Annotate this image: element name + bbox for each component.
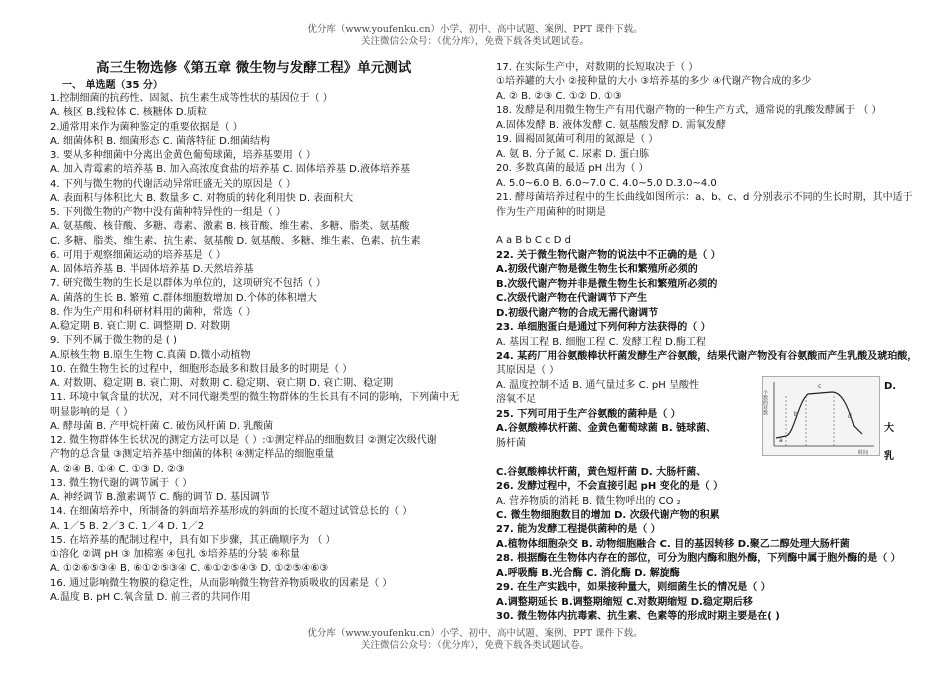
right-line: A a B b C c D d: [496, 235, 571, 247]
header-line-1: 优分库（www.youfenku.cn）小学、初中、高中试题、案例、PPT 课件下载。: [307, 24, 643, 35]
phase-label-a: a: [779, 437, 783, 444]
left-line: 4. 下列与微生物的代谢活动异常旺盛无关的原因是（ ）: [50, 178, 296, 190]
left-line: ①溶化 ②调 pH ③ 加棉塞 ④包扎 ⑤培养基的分装 ⑥称量: [50, 549, 300, 560]
right-line: A.植物体细胞杂交 B. 动物细胞融合 C. 目的基因转移 D.聚乙二醇处理大肠杆菌: [496, 538, 850, 550]
left-line: 14. 在细菌培养中，所制备的斜面培养基形成的斜面的长度不超过试管总长的（ ）: [50, 506, 413, 518]
left-line: A. 固体培养基 B. 半固体培养基 D.天然培养基: [50, 264, 254, 275]
left-line: 13. 微生物代谢的调节属于（ ）: [50, 477, 193, 489]
right-line: 28. 根据酶在生物体内存在的部位，可分为胞内酶和胞外酶，下列酶中属于胞外酶的是（ ）: [496, 553, 901, 565]
q25-option-b-end: 大: [884, 423, 894, 434]
right-line: A.呼吸酶 B.光合酶 C. 消化酶 D. 解旋酶: [496, 567, 680, 579]
right-line: A.调整期延长 B.调整期缩短 C.对数期缩短 D.稳定期后移: [496, 596, 753, 608]
left-line: A. 加入青霉素的培养基 B. 加入高浓度食盐的培养基 C. 固体培养基 D.液体培养基: [50, 164, 410, 176]
left-line: 12. 微生物群体生长状况的测定方法可以是（ ）:①测定样品的细胞数目 ②测定次级代谢: [50, 435, 437, 446]
right-line: 27. 能为发酵工程提供菌种的是（ ）: [496, 524, 661, 536]
left-line: 16. 通过影响微生物膜的稳定性，从而影响微生物营养物质吸收的因素是（ ）: [50, 577, 393, 589]
right-line: 其原因是（ ）: [496, 365, 560, 377]
left-line: A. 核区 B.线粒体 C. 核糖体 D.质粒: [50, 107, 207, 119]
left-line: 产物的总含量 ③测定培养基中细菌的体积 ④测定样品的细胞重量: [50, 449, 335, 461]
right-line: A. 5.0~6.0 B. 6.0~7.0 C. 4.0~5.0 D.3.0~4.0: [496, 177, 717, 189]
left-line: 6. 可用于观察细菌运动的培养基是（ ）: [50, 249, 226, 261]
right-line: A.初级代谢产物是微生物生长和繁殖所必须的: [496, 264, 698, 276]
right-line: A. 营养物质的消耗 B. 微生物呼出的 CO ₂: [496, 495, 681, 507]
phase-label-d: d: [848, 413, 852, 420]
right-line: 22. 关于微生物代谢产物的说法中不正确的是（ ）: [496, 249, 721, 261]
phase-label-c: c: [818, 383, 822, 390]
right-line: 20. 多数真菌的最适 pH 出为（ ）: [496, 163, 649, 175]
x-axis-label: 时间: [858, 450, 869, 456]
left-line: A. 酵母菌 B. 产甲烷杆菌 C. 破伤风杆菌 D. 乳酸菌: [50, 420, 274, 432]
left-line: A. 神经调节 B.激素调节 C. 酶的调节 D. 基因调节: [50, 492, 270, 503]
right-line: D.初级代谢产物的合成无需代谢调节: [496, 307, 659, 319]
right-line: A. 氨 B. 分子氮 C. 尿素 D. 蛋白胨: [496, 148, 650, 160]
left-line: 1.控制细菌的抗药性、固氮、抗生素生成等性状的基因位于（ ）: [50, 93, 333, 104]
left-line: A. 细菌体积 B. 细菌形态 C. 菌落特征 D.细菌结构: [50, 135, 270, 147]
left-line: 7. 研究微生物的生长是以群体为单位的，这项研究不包括（ ）: [50, 278, 326, 290]
left-line: 9. 下列不属于微生物的是 ( ): [50, 335, 177, 347]
right-line: 19. 圆褐固氮菌可利用的氮源是（ ）: [496, 134, 659, 146]
left-line: A.原核生物 B.原生生物 C.真菌 D.微小动植物: [50, 349, 251, 361]
left-line: A. 菌落的生长 B. 繁殖 C.群体细胞数增加 D.个体的体积增大: [50, 292, 317, 304]
page-title: 高三生物选修《第五章 微生物与发酵工程》单元测试: [96, 60, 412, 76]
left-line: A. 表面积与体积比大 B. 数量多 C. 对物质的转化利用快 D. 表面积大: [50, 192, 354, 204]
left-line: 2.通常用来作为菌种鉴定的重要依据是（ ）: [50, 121, 243, 133]
right-line: ①培养罐的大小 ②接种量的大小 ③培养基的多少 ④代谢产物合成的多少: [496, 76, 812, 88]
right-line: 24. 某药厂用谷氨酸棒状杆菌发酵生产谷氨酸，结果代谢产物没有谷氨酸而产生乳酸及琥珀酸，: [496, 351, 918, 362]
left-line: C. 多糖、脂类、维生素、抗生素、氨基酸 D. 氨基酸、多糖、维生素、色素、抗生素: [50, 235, 421, 247]
phase-label-b: b: [794, 411, 798, 418]
left-line: A.稳定期 B. 衰亡期 C. 调整期 D. 对数期: [50, 321, 230, 332]
left-line: 15. 在培养基的配制过程中，具有如下步骤，其正确顺序为 （ ）: [50, 534, 336, 546]
q25-option-d-end: 乳: [884, 451, 894, 462]
left-line: 10. 在微生物生长的过程中，细胞形态最多和数目最多的时期是（ ）: [50, 363, 353, 375]
left-line: 5. 下列微生物的产物中没有菌种特异性的一组是（ ）: [50, 207, 286, 218]
footer-line-2: 关注微信公众号：（优分库），免费下载各类试题试卷。: [360, 640, 589, 651]
right-line: 23. 单细胞蛋白是通过下列何种方法获得的（ ）: [496, 322, 711, 334]
right-line: 21. 酵母菌培养过程中的生长曲线如图所示：a、b、c、d 分别表示不同的生长时期，其中适于: [496, 192, 913, 204]
y-axis-label: 个数的对数: [762, 390, 768, 415]
right-line: C.谷氨酸棒状杆菌，黄色短杆菌 D. 大肠杆菌、: [496, 466, 707, 478]
right-line: 26. 发酵过程中，不会直接引起 pH 变化的是（ ）: [496, 481, 724, 493]
right-line: 25. 下列可用于生产谷氨酸的菌种是（ ）: [496, 408, 681, 420]
left-line: A. 对数期、稳定期 B. 衰亡期、对数期 C. 稳定期、衰亡期 D. 衰亡期、稳定期: [50, 378, 394, 389]
right-line: A. ② B. ②③ C. ①② D. ①③: [496, 90, 622, 102]
header-line-2: 关注微信公众号：（优分库），免费下载各类试题试卷。: [360, 36, 589, 47]
right-line: 肠杆菌: [496, 437, 526, 449]
right-line: A.固体发酵 B. 液体发酵 C. 氨基酸发酵 D. 需氧发酵: [496, 119, 726, 131]
left-line: A.温度 B. pH C.氧含量 D. 前三者的共同作用: [50, 591, 251, 603]
left-line: 3. 要从多种细菌中分离出金黄色葡萄球菌，培养基要用（ ）: [50, 150, 316, 161]
left-line: 8. 作为生产用和科研材料用的菌种，常选（ ）: [50, 306, 256, 318]
right-line: 作为生产用菌种的时期是: [496, 206, 606, 218]
right-line: 30. 微生物体内抗毒素、抗生素、色素等的形成时期主要是在( ): [496, 611, 780, 623]
right-line: 29. 在生产实践中，如果接种量大，则细菌生长的情况是（ ）: [496, 582, 771, 594]
left-line: A. ①②⑥⑤③④ B. ⑥①②⑤③④ C. ⑥①②⑤④③ D. ①②⑤④⑥③: [50, 563, 329, 575]
right-line: 18. 发酵是利用微生物生产有用代谢产物的一种生产方式，通常说的乳酸发酵属于 （ ）: [496, 105, 882, 117]
right-line: A. 基因工程 B. 细胞工程 C. 发酵工程 D.酶工程: [496, 336, 706, 348]
left-line: A. 氨基酸、核苷酸、多糖、毒素、激素 B. 核苷酸、维生素、多糖、脂类、氨基酸: [50, 221, 410, 233]
right-line: A.谷氨酸棒状杆菌、金黄色葡萄球菌 B. 链球菌、: [496, 423, 717, 435]
right-line: A. 温度控制不适 B. 通气量过多 C. pH 呈酸性: [496, 379, 699, 391]
footer-line-1: 优分库（www.youfenku.cn）小学、初中、高中试题、案例、PPT 课件下载。: [307, 628, 643, 639]
left-line: A. 1／5 B. 2／3 C. 1／4 D. 1／2: [50, 520, 205, 532]
q24-option-d: D.: [884, 381, 897, 392]
right-line: C. 微生物细胞数目的增加 D. 次级代谢产物的积累: [496, 509, 720, 521]
left-line: 11. 环境中氧含量的状况，对不同代谢类型的微生物群体的生长具有不同的影响，下列菌中无: [50, 392, 460, 404]
right-line: B.次级代谢产物并非是微生物生长和繁殖所必须的: [496, 278, 718, 290]
right-line: 溶氧不足: [496, 394, 536, 406]
left-line: A. ②④ B. ①④ C. ①③ D. ②③: [50, 463, 185, 475]
left-line: 明显影响的是（ ）: [50, 406, 134, 418]
growth-curve-figure: [762, 376, 880, 456]
right-line: C.次级代谢产物在代谢调节下产生: [496, 293, 648, 305]
right-line: 17. 在实际生产中，对数期的长短取决于（ ）: [496, 62, 699, 73]
section-heading: 一、 单选题（35 分）: [62, 80, 163, 91]
